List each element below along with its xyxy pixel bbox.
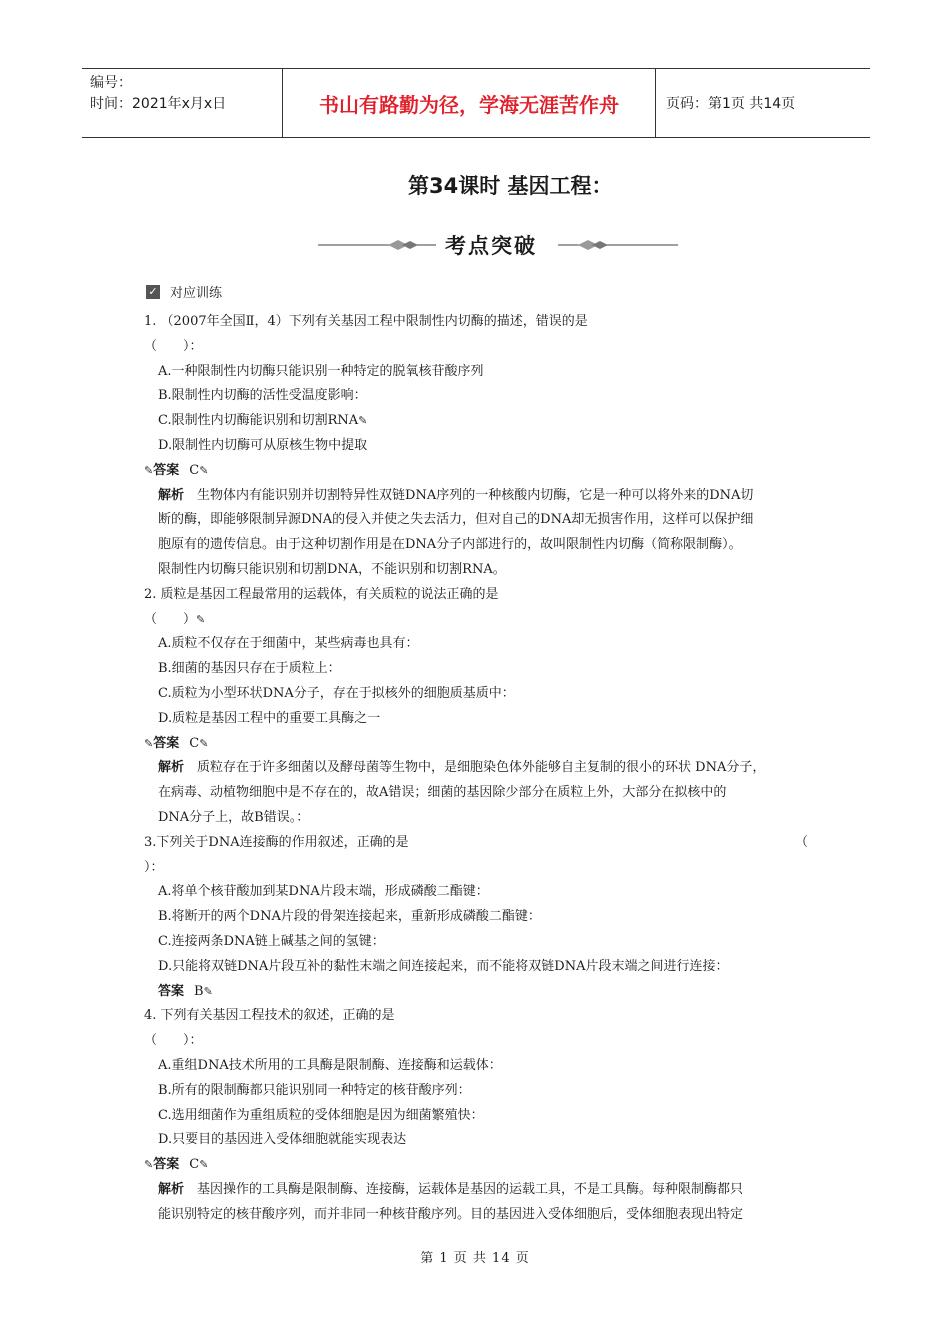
q4-answer: ✎答案 C✎ bbox=[144, 1157, 209, 1173]
q4-option-b: B.所有的限制酶都只能识别同一种特定的核苷酸序列： bbox=[158, 1082, 471, 1098]
q3-option-d: D.只能将双链DNA片段互补的黏性末端之间连接起来，而不能将双链DNA片段末端之间进行连接： bbox=[158, 958, 729, 974]
q1-stem: 1. （2007年全国Ⅱ，4）下列有关基因工程中限制性内切酶的描述，错误的是 bbox=[144, 314, 588, 329]
q4-analysis-2: 能识别特定的核苷酸序列，而并非同一种核苷酸序列。目的基因进入受体细胞后，受体细胞表现出特定 bbox=[158, 1206, 744, 1222]
q1-analysis-1: 解析 生物体内有能识别并切割特异性双链DNA序列的一种核酸内切酶，它是一种可以将外来的DNA切 bbox=[158, 487, 754, 503]
mark-icon: ✎ bbox=[358, 414, 368, 428]
q1-stem-paren: （ ）： bbox=[144, 338, 203, 354]
q3-answer: 答案 B✎ bbox=[158, 983, 213, 999]
q1-option-a: A.一种限制性内切酶只能识别一种特定的脱氧核苷酸序列 bbox=[158, 363, 484, 379]
q1-option-d: D.限制性内切酶可从原核生物中提取 bbox=[158, 437, 368, 453]
q2-option-c: C.质粒为小型环状DNA分子，存在于拟核外的细胞质基质中： bbox=[158, 685, 515, 701]
q3-option-c: C.连接两条DNA链上碱基之间的氢键： bbox=[158, 933, 385, 949]
checkbox-icon: ✓ bbox=[146, 285, 160, 299]
mark-icon: ✎ bbox=[144, 1158, 154, 1172]
q4-analysis-1: 解析 基因操作的工具酶是限制酶、连接酶，运载体是基因的运载工具，不是工具酶。每种限制酶都只 bbox=[158, 1181, 744, 1197]
page-info: 页码：第1页 共14页 bbox=[666, 96, 796, 112]
q1-option-c: C.限制性内切酶能识别和切割RNA✎ bbox=[158, 413, 368, 429]
training-label: 对应训练 bbox=[170, 286, 223, 301]
section-label: 考点突破 bbox=[445, 234, 537, 258]
q3-option-b: B.将断开的两个DNA片段的骨架连接起来，重新形成磷酸二酯键： bbox=[158, 909, 541, 925]
q3-stem: 3.下列关于DNA连接酶的作用叙述，正确的是 （ bbox=[144, 834, 808, 850]
mark-icon: ✎ bbox=[144, 736, 154, 750]
q1-analysis-4: 限制性内切酶只能识别和切割DNA，不能识别和切割RNA。 bbox=[158, 561, 506, 577]
q2-answer: ✎答案 C✎ bbox=[144, 735, 209, 751]
mark-icon: ✎ bbox=[203, 984, 213, 998]
q4-option-c: C.选用细菌作为重组质粒的受体细胞是因为细菌繁殖快： bbox=[158, 1107, 484, 1123]
q2-option-a: A.质粒不仅存在于细菌中，某些病毒也具有： bbox=[158, 636, 419, 652]
q1-analysis-2: 断的酶，即能够限制异源DNA的侵入并使之失去活力，但对自己的DNA却无损害作用，这样可以保护细 bbox=[158, 512, 754, 528]
q2-analysis-3: DNA分子上，故B错误。： bbox=[158, 809, 310, 825]
q4-option-d: D.只要目的基因进入受体细胞就能实现表达 bbox=[158, 1132, 407, 1148]
section-banner bbox=[318, 228, 678, 262]
q2-stem-paren: （ ）✎ bbox=[144, 611, 206, 627]
mark-icon: ✎ bbox=[199, 736, 209, 750]
q2-analysis-1: 解析 质粒存在于许多细菌以及酵母菌等生物中，是细胞染色体外能够自主复制的很小的环状 DNA分子， bbox=[158, 760, 766, 776]
q1-answer: ✎答案 C✎ bbox=[144, 462, 209, 478]
q1-analysis-3: 胞原有的遗传信息。由于这种切割作用是在DNA分子内部进行的，故叫限制性内切酶（简称限制酶）。 bbox=[158, 537, 742, 553]
motto: 书山有路勤为径，学海无涯苦作舟 bbox=[282, 69, 656, 137]
q4-stem-paren: （ ）： bbox=[144, 1033, 203, 1049]
lesson-title: 第34课时 基因工程： bbox=[408, 174, 613, 198]
content bbox=[144, 310, 808, 1227]
q2-analysis-2: 在病毒、动植物细胞中是不存在的，故A错误；细菌的基因除少部分在质粒上外，大部分在拟核中的 bbox=[158, 785, 727, 801]
training-header bbox=[146, 282, 222, 301]
q2-option-d: D.质粒是基因工程中的重要工具酶之一 bbox=[158, 710, 381, 726]
q4-stem: 4. 下列有关基因工程技术的叙述，正确的是 bbox=[144, 1008, 395, 1024]
header-table bbox=[82, 68, 870, 138]
header-left-cell bbox=[82, 69, 282, 137]
q3-stem-paren: ）： bbox=[144, 859, 164, 875]
mark-icon: ✎ bbox=[199, 463, 209, 477]
q2-stem: 2. 质粒是基因工程最常用的运载体，有关质粒的说法正确的是 bbox=[144, 586, 499, 602]
q3-option-a: A.将单个核苷酸加到某DNA片段末端，形成磷酸二酯键： bbox=[158, 884, 489, 900]
q2-option-b: B.细菌的基因只存在于质粒上： bbox=[158, 661, 341, 677]
mark-icon: ✎ bbox=[199, 1158, 209, 1172]
mark-icon: ✎ bbox=[144, 463, 154, 477]
date-line: 时间：2021年x月x日 bbox=[90, 96, 227, 112]
mark-icon: ✎ bbox=[196, 612, 206, 626]
number-label: 编号： bbox=[90, 75, 132, 91]
page-footer: 第 1 页 共 14 页 bbox=[420, 1251, 530, 1266]
q1-option-b: B.限制性内切酶的活性受温度影响： bbox=[158, 388, 367, 404]
q4-option-a: A.重组DNA技术所用的工具酶是限制酶、连接酶和运载体： bbox=[158, 1057, 502, 1073]
